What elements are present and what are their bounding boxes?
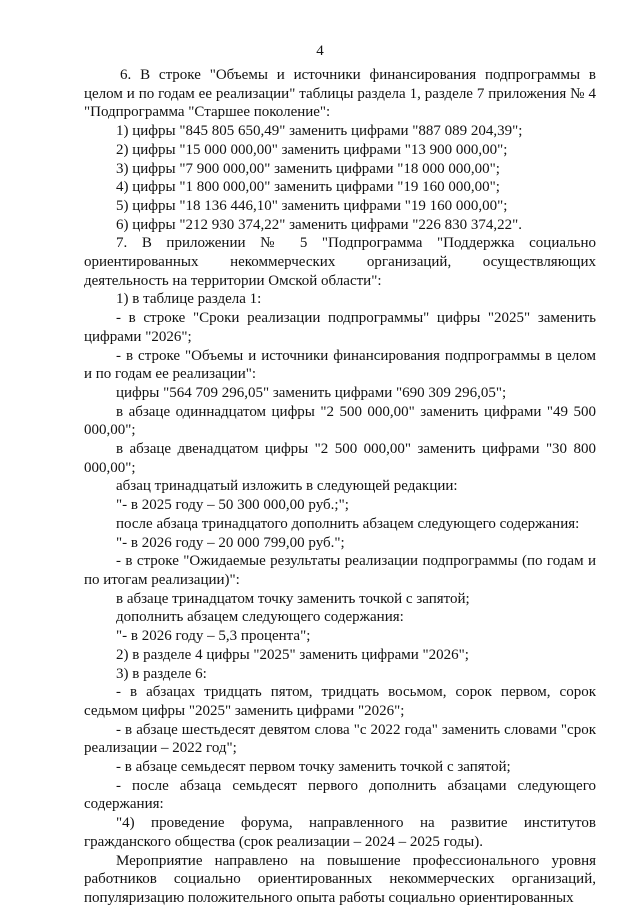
paragraph: 6. В строке "Объемы и источники финансирования подпрограммы в целом и по годам ее реализации" таблицы раздела 1, разделе 7 приложения № 4 "Подпрограмма "Старшее поколение": [84, 67, 596, 121]
paragraph: "4) проведение форума, направленного на развитие институтов гражданского общества (срок реализации – 2024 – 2025 годы). [84, 815, 596, 850]
page-number: 4 [316, 43, 324, 59]
paragraph: - в строке "Ожидаемые результаты реализации подпрограммы (по годам и по итогам реализации)": [84, 553, 596, 588]
paragraph: 1) в таблице раздела 1: [116, 291, 262, 308]
paragraph: 6) цифры "212 930 374,22" заменить цифрами "226 830 374,22". [116, 216, 522, 233]
paragraph: 2) в разделе 4 цифры "2025" заменить цифрами "2026"; [116, 646, 469, 663]
paragraph: - в абзацах тридцать пятом, тридцать восьмом, сорок первом, сорок седьмом цифры "2025" заменить цифрами "2026"; [84, 684, 596, 719]
paragraph: дополнить абзацем следующего содержания: [116, 609, 404, 626]
paragraph: 5) цифры "18 136 446,10" заменить цифрами "19 160 000,00"; [116, 197, 508, 214]
paragraph: абзац тринадцатый изложить в следующей редакции: [116, 478, 458, 495]
paragraph: цифры "564 709 296,05" заменить цифрами "690 309 296,05"; [116, 384, 507, 401]
paragraph: - в строке "Сроки реализации подпрограммы" цифры "2025" заменить цифрами "2026"; [84, 310, 596, 345]
paragraph: 3) цифры "7 900 000,00" заменить цифрами "18 000 000,00"; [116, 160, 500, 177]
document-body [84, 66, 596, 908]
paragraph: - в абзаце шестьдесят девятом слова "с 2022 года" заменить словами "срок реализации – 2022 год"; [84, 721, 596, 757]
paragraph: - в строке "Объемы и источники финансирования подпрограммы в целом и по годам ее реализации": [84, 347, 596, 383]
paragraph: 2) цифры "15 000 000,00" заменить цифрами "13 900 000,00"; [116, 141, 508, 158]
paragraph: 7. В приложении № 5 "Подпрограмма "Поддержка социально ориентированных некоммерческих организаций, осуществляющих деятельность на территории Омской области": [84, 235, 596, 289]
paragraph: после абзаца тринадцатого дополнить абзацем следующего содержания: [116, 515, 580, 532]
paragraph: Мероприятие направлено на повышение профессионального уровня работников социально ориентированных некоммерческих организаций, популяризацию положительного опыта работы социально ориентированных [84, 852, 596, 906]
paragraph: в абзаце тринадцатом точку заменить точкой с запятой; [116, 590, 470, 607]
paragraph: "- в 2026 году – 5,3 процента"; [116, 628, 311, 645]
paragraph: 4) цифры "1 800 000,00" заменить цифрами "19 160 000,00"; [116, 179, 500, 196]
paragraph: "- в 2026 году – 20 000 799,00 руб."; [116, 534, 345, 551]
paragraph: - в абзаце семьдесят первом точку заменить точкой с запятой; [116, 759, 511, 776]
paragraph: 3) в разделе 6: [116, 665, 207, 682]
paragraph: в абзаце двенадцатом цифры "2 500 000,00" заменить цифрами "30 800 000,00"; [84, 441, 596, 476]
paragraph: "- в 2025 году – 50 300 000,00 руб.;"; [116, 497, 349, 514]
paragraph: в абзаце одиннадцатом цифры "2 500 000,00" заменить цифрами "49 500 000,00"; [84, 403, 596, 439]
paragraph: 1) цифры "845 805 650,49" заменить цифрами "887 089 204,39"; [116, 123, 523, 140]
paragraph: - после абзаца семьдесят первого дополнить абзацами следующего содержания: [84, 777, 596, 813]
